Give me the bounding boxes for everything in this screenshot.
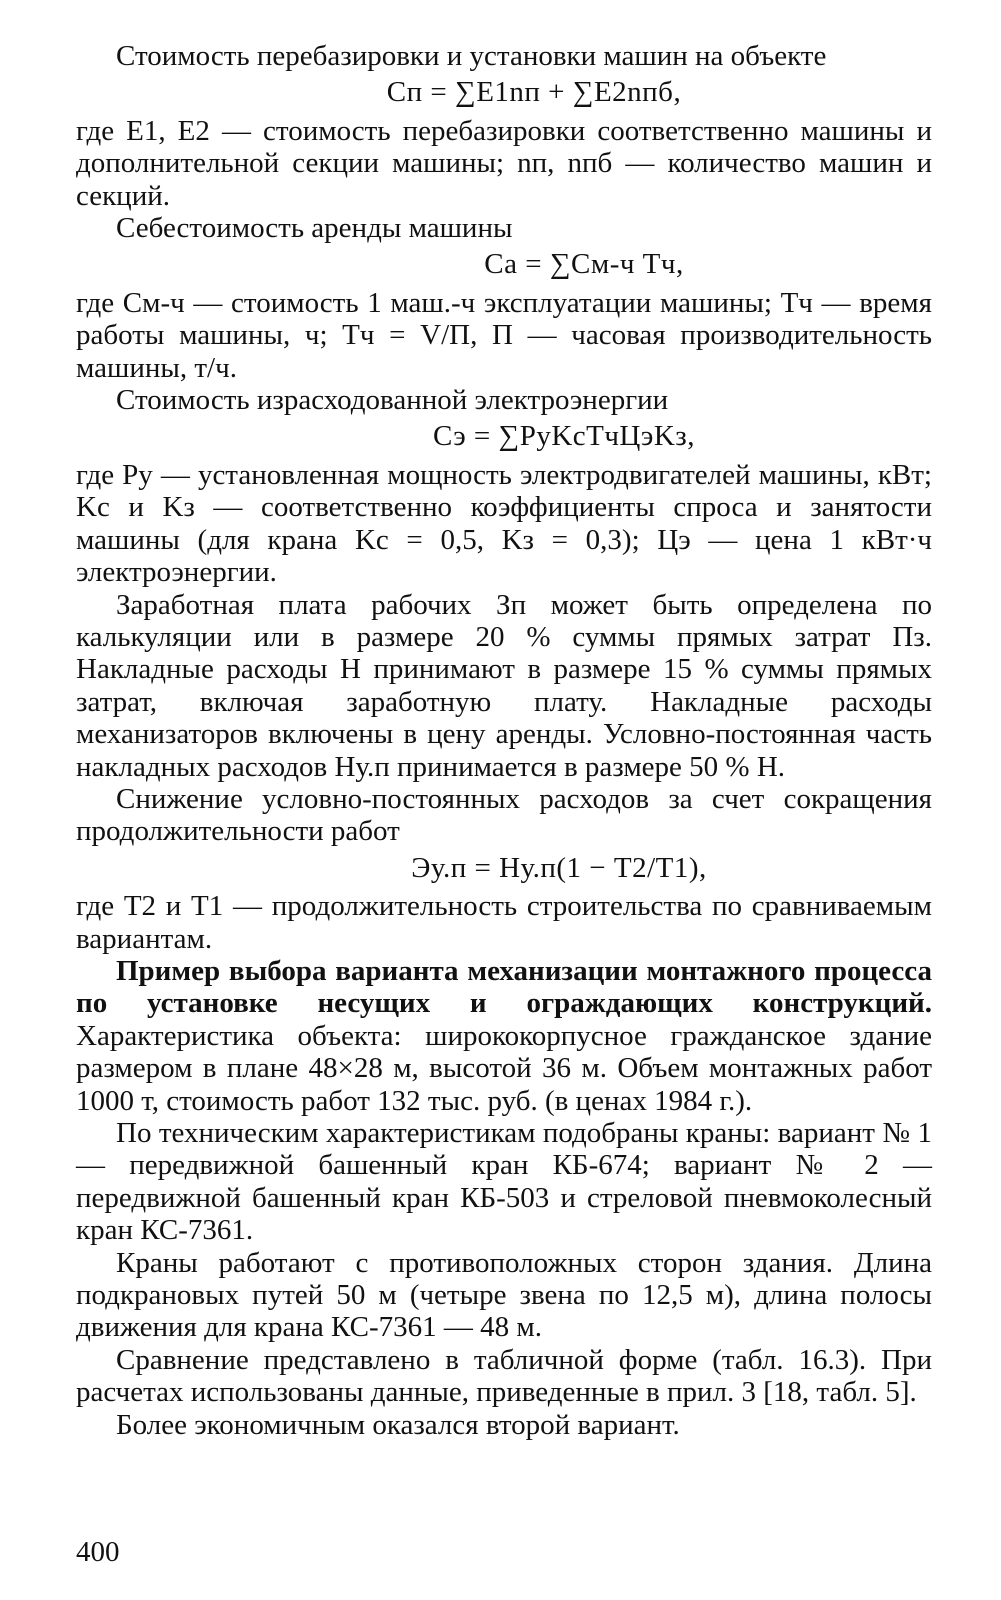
formula-relocation-cost: Сп = ∑E1nп + ∑E2nпб, (386, 76, 682, 109)
example-heading: Пример выбора варианта механизации монтажного процесса по установке несущих и ограждающих конструкций. (76, 954, 932, 1020)
paragraph: Более экономичным оказался второй вариант. (116, 1408, 680, 1441)
example-text: Характеристика объекта: ширококорпусное гражданское здание размером в плане 48×28 м, высотой 36 м. Объем монтажных работ 1000 т, стоимость работ 132 тыс. руб. (в ценах 1984 г.). (76, 1019, 932, 1117)
paragraph: Снижение условно-постоянных расходов за счет сокращения продолжительности работ (76, 782, 932, 848)
paragraph: Себестоимость аренды машины (116, 212, 513, 245)
paragraph: где См-ч — стоимость 1 маш.-ч эксплуатации машины; Тч — время работы машины, ч; Тч = V/П, П — часовая производительность машины, т/ч. (76, 286, 932, 384)
paragraph: Краны работают с противоположных сторон здания. Длина подкрановых путей 50 м (четыре звена по 12,5 м), длина полосы движения для крана КС-7361 — 48 м. (76, 1246, 932, 1344)
page-number: 400 (76, 1536, 120, 1568)
page-body (76, 40, 932, 1441)
paragraph: Стоимость израсходованной электроэнергии (116, 384, 669, 417)
paragraph: По техническим характеристикам подобраны краны: вариант № 1 — передвижной башенный кран КБ-674; вариант № 2 — передвижной башенный кран КБ-503 и стреловой пневмоколесный кран КС-7361. (76, 1117, 932, 1247)
paragraph: Заработная плата рабочих Зп может быть определена по калькуляции или в размере 20 % суммы прямых затрат Пз. Накладные расходы Н принимают в размере 15 % суммы прямых затрат, включая заработную плату. Накладные расходы механизаторов включены в цену аренды. Условно-постоянная часть накладных расходов Ну.п принимается в размере 50 % Н. (76, 588, 932, 783)
paragraph: где Pу — установленная мощность электродвигателей машины, кВт; Kс и Kз — соответственно коэффициенты спроса и занятости машины (для крана Kс = 0,5, Kз = 0,3); Цэ — цена 1 кВт·ч электроэнергии. (76, 458, 932, 589)
paragraph: Сравнение представлено в табличной форме (табл. 16.3). При расчетах использованы данные, приведенные в прил. 3 [18, табл. 5]. (76, 1343, 932, 1409)
paragraph: где T2 и T1 — продолжительность строительства по сравниваемым вариантам. (76, 890, 932, 955)
formula-electricity-cost: Сэ = ∑PуKсТчЦэKз, (433, 420, 695, 453)
formula-rent-cost: Са = ∑См-ч Тч, (484, 248, 684, 281)
example-paragraph (76, 955, 932, 1117)
formula-cost-reduction: Эу.п = Ну.п(1 − T2/T1), (411, 851, 707, 884)
paragraph: где E1, E2 — стоимость перебазировки соответственно машины и дополнительной секции машины; nп, nпб — количество машин и секций. (76, 114, 932, 212)
paragraph: Стоимость перебазировки и установки машин на объекте (116, 40, 827, 72)
